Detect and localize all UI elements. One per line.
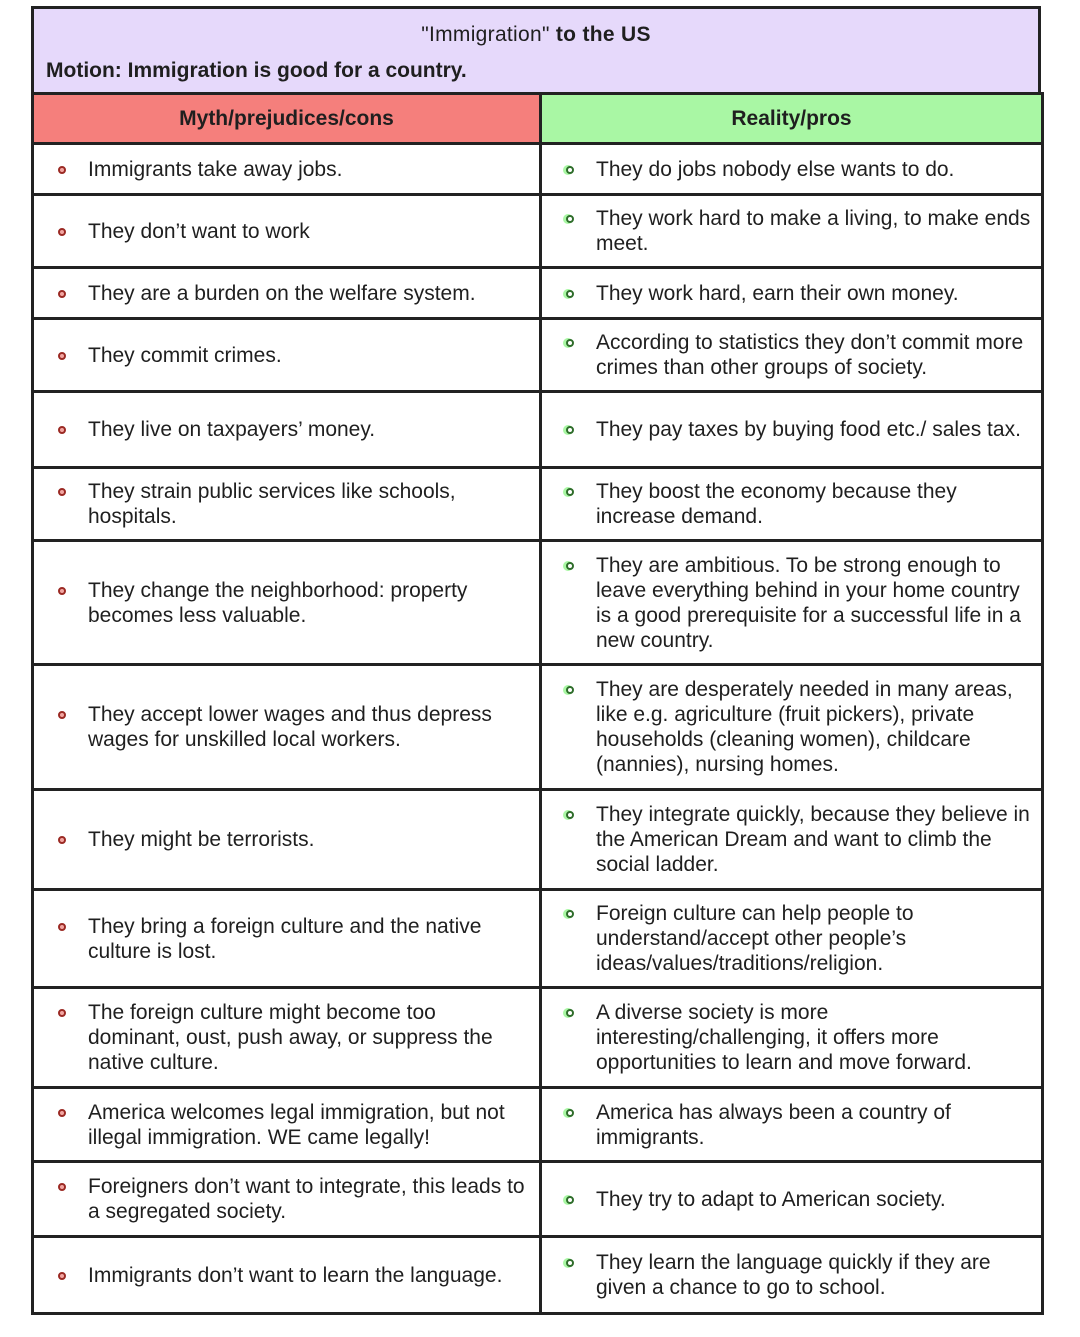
title-quoted: "Immigration" — [421, 23, 550, 46]
myth-text: Foreigners don’t want to integrate, this leads to a segregated society. — [88, 1175, 525, 1223]
header-row — [33, 94, 1043, 144]
bullet-icon — [566, 686, 574, 694]
bullet-icon — [58, 228, 66, 236]
myth-text: They commit crimes. — [88, 343, 282, 367]
cons-column-header: Myth/prejudices/cons — [33, 94, 541, 144]
bullet-icon — [566, 426, 574, 434]
pros-column-header: Reality/pros — [541, 94, 1043, 144]
myth-text: Immigrants take away jobs. — [88, 157, 343, 181]
page-title — [34, 23, 1038, 47]
reality-text: America has always been a country of immigrants. — [596, 1100, 951, 1149]
reality-text: They pay taxes by buying food etc./ sales tax. — [596, 418, 1021, 441]
reality-cell — [541, 268, 1043, 319]
myth-cell — [33, 195, 541, 268]
myth-cell — [33, 468, 541, 541]
reality-cell — [541, 1162, 1043, 1237]
reality-cell — [541, 195, 1043, 268]
pros-cons-table — [31, 92, 1044, 1315]
bullet-icon — [566, 562, 574, 570]
myth-cell — [33, 319, 541, 392]
bullet-icon — [566, 910, 574, 918]
bullet-icon — [58, 1109, 66, 1117]
bullet-icon — [58, 352, 66, 360]
table-row — [33, 468, 1043, 541]
myth-text: They accept lower wages and thus depress wages for unskilled local workers. — [88, 703, 492, 751]
table-row — [33, 890, 1043, 988]
reality-cell — [541, 1237, 1043, 1314]
table-row — [33, 195, 1043, 268]
bullet-icon — [58, 711, 66, 719]
bullet-icon — [566, 811, 574, 819]
myth-cell — [33, 1237, 541, 1314]
myth-text: Immigrants don’t want to learn the language. — [88, 1263, 503, 1287]
bullet-icon — [58, 836, 66, 844]
table-row — [33, 1162, 1043, 1237]
reality-cell — [541, 890, 1043, 988]
bullet-icon — [566, 1259, 574, 1267]
bullet-icon — [566, 488, 574, 496]
table-row — [33, 541, 1043, 665]
bullet-icon — [58, 166, 66, 174]
myth-cell — [33, 392, 541, 468]
reality-text: They learn the language quickly if they are given a chance to go to school. — [596, 1251, 991, 1299]
table-row — [33, 988, 1043, 1088]
reality-text: They boost the economy because they increase demand. — [596, 480, 957, 528]
reality-text: They integrate quickly, because they believe in the American Dream and want to climb the social ladder. — [596, 803, 1030, 876]
bullet-icon — [58, 923, 66, 931]
table-row — [33, 392, 1043, 468]
table-row — [33, 1237, 1043, 1314]
reality-text: They are ambitious. To be strong enough to leave everything behind in your home country is a good prerequisite for a successful life in a new country. — [596, 553, 1021, 652]
bullet-icon — [566, 215, 574, 223]
myth-text: They change the neighborhood: property becomes less valuable. — [88, 578, 468, 627]
table-row — [33, 144, 1043, 195]
bullet-icon — [566, 166, 574, 174]
bullet-icon — [566, 1196, 574, 1204]
reality-cell — [541, 392, 1043, 468]
myth-text: They might be terrorists. — [88, 828, 315, 851]
bullet-icon — [566, 1009, 574, 1017]
bullet-icon — [58, 587, 66, 595]
table-row — [33, 665, 1043, 790]
reality-cell — [541, 665, 1043, 790]
myth-text: They are a burden on the welfare system. — [88, 281, 476, 305]
myth-cell — [33, 541, 541, 665]
reality-text: They try to adapt to American society. — [596, 1187, 946, 1211]
myth-cell — [33, 790, 541, 890]
myth-cell — [33, 988, 541, 1088]
bullet-icon — [58, 1272, 66, 1280]
table-row — [33, 268, 1043, 319]
reality-cell — [541, 144, 1043, 195]
bullet-icon — [566, 1109, 574, 1117]
reality-text: A diverse society is more interesting/challenging, it offers more opportunities to learn and move forward. — [596, 1001, 972, 1074]
myth-cell — [33, 665, 541, 790]
bullet-icon — [58, 488, 66, 496]
myth-text: America welcomes legal immigration, but not illegal immigration. WE came legally! — [88, 1100, 505, 1149]
reality-cell — [541, 988, 1043, 1088]
table-body — [33, 144, 1043, 1314]
immigration-sheet — [31, 6, 1041, 1315]
reality-cell — [541, 468, 1043, 541]
bullet-icon — [566, 339, 574, 347]
bullet-icon — [58, 1183, 66, 1191]
reality-cell — [541, 790, 1043, 890]
myth-cell — [33, 1088, 541, 1162]
bullet-icon — [58, 426, 66, 434]
myth-text: They live on taxpayers’ money. — [88, 418, 376, 441]
reality-text: They do jobs nobody else wants to do. — [596, 157, 955, 181]
table-row — [33, 319, 1043, 392]
myth-cell — [33, 268, 541, 319]
reality-text: They are desperately needed in many areas, like e.g. agriculture (fruit pickers), private households (cleaning women), childcare (nannies), nursing homes. — [596, 678, 1013, 776]
myth-cell — [33, 1162, 541, 1237]
reality-text: Foreign culture can help people to understand/accept other people’s ideas/values/traditions/religion. — [596, 902, 914, 975]
reality-cell — [541, 319, 1043, 392]
reality-text: According to statistics they don’t commit more crimes than other groups of society. — [596, 331, 1024, 379]
myth-text: The foreign culture might become too dominant, oust, push away, or suppress the native culture. — [88, 1001, 493, 1074]
title-band — [31, 6, 1041, 92]
myth-text: They strain public services like schools, hospitals. — [88, 480, 456, 528]
title-rest: to the US — [549, 23, 651, 46]
bullet-icon — [58, 290, 66, 298]
bullet-icon — [566, 290, 574, 298]
reality-cell — [541, 1088, 1043, 1162]
table-row — [33, 1088, 1043, 1162]
myth-text: They bring a foreign culture and the native culture is lost. — [88, 914, 482, 963]
reality-cell — [541, 541, 1043, 665]
reality-text: They work hard, earn their own money. — [596, 281, 959, 305]
reality-text: They work hard to make a living, to make ends meet. — [596, 207, 1031, 255]
myth-cell — [33, 144, 541, 195]
table-row — [33, 790, 1043, 890]
motion-statement: Motion: Immigration is good for a country. — [46, 59, 467, 82]
bullet-icon — [58, 1009, 66, 1017]
myth-cell — [33, 890, 541, 988]
myth-text: They don’t want to work — [88, 219, 310, 243]
